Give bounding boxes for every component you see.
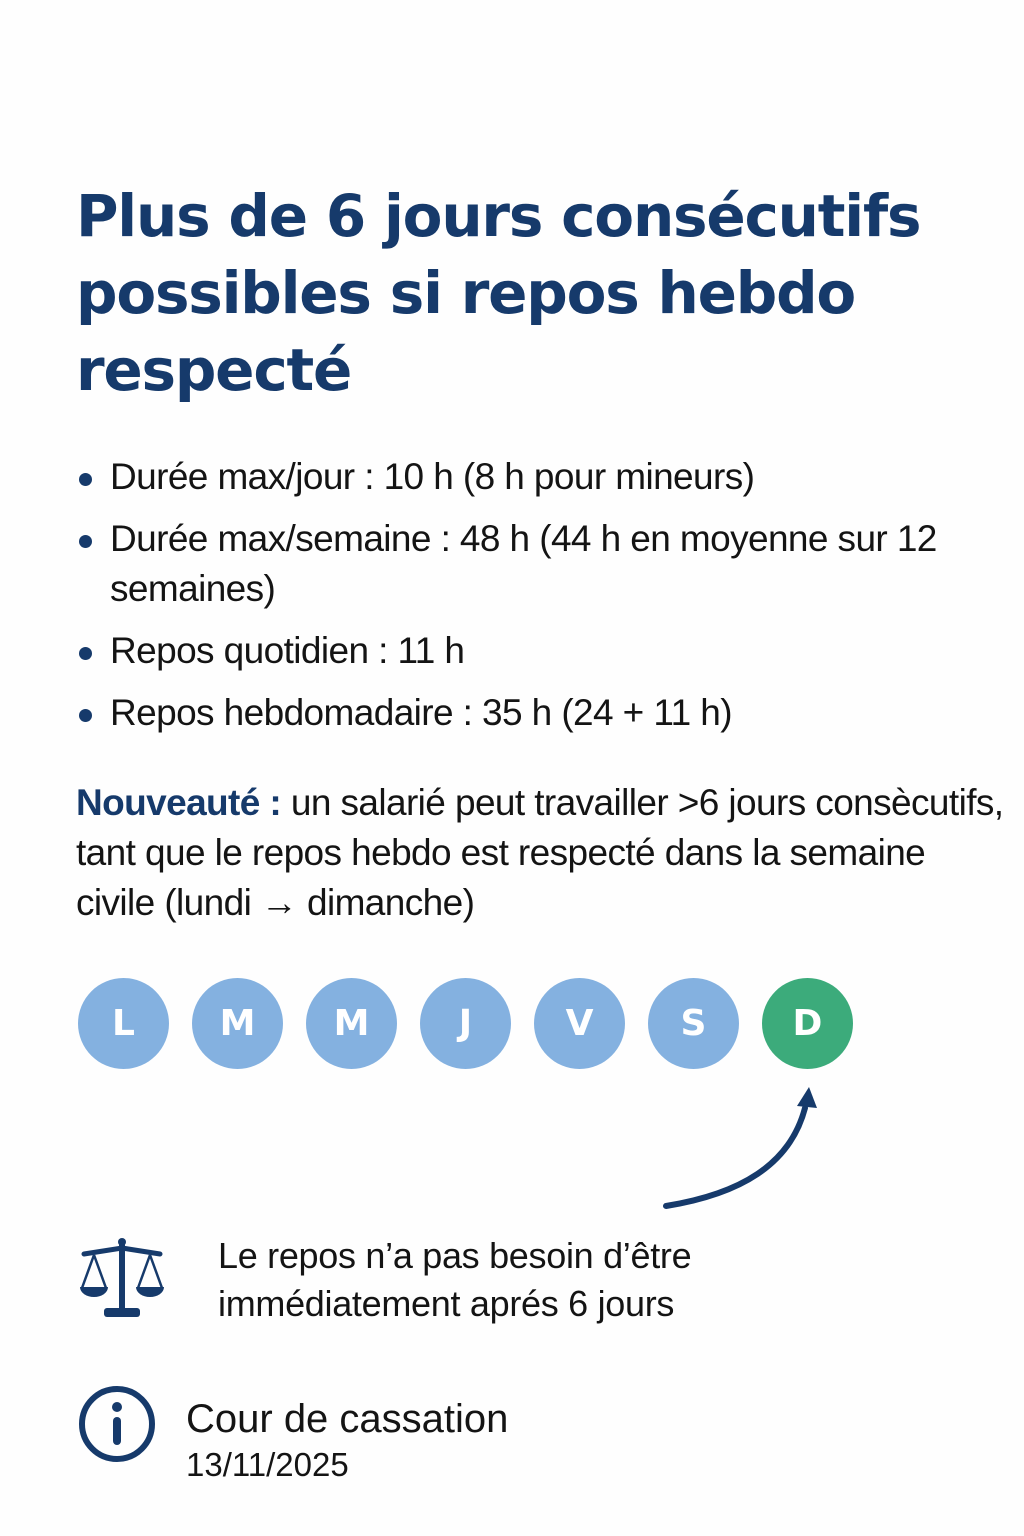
rule-text: Durée max/jour : 10 h (8 h pour mineurs) <box>110 456 755 497</box>
news-paragraph <box>76 778 1006 928</box>
info-icon <box>78 1385 156 1463</box>
rules-list <box>76 452 976 750</box>
curved-arrow-icon <box>640 1070 840 1220</box>
source-citation <box>186 1394 508 1486</box>
rule-item <box>76 688 976 738</box>
page-title: Plus de 6 jours consécutifs possibles si repos hebdo respecté <box>76 182 921 404</box>
rule-text: Repos hebdomadaire : 35 h (24 + 11 h) <box>110 692 732 733</box>
rule-item <box>76 452 976 502</box>
day-tuesday: M <box>192 978 283 1069</box>
news-text: un salarié peut travailler >6 jours consècutifs, tant que le repos hebdo est respecté dans la semaine civile (lundi → dimanche) <box>76 782 1004 923</box>
bullet-icon <box>79 473 92 486</box>
day-sunday-rest: D <box>762 978 853 1069</box>
scale-icon <box>78 1236 166 1322</box>
day-saturday: S <box>648 978 739 1069</box>
day-thursday: J <box>420 978 511 1069</box>
bullet-icon <box>79 709 92 722</box>
rule-item <box>76 514 976 614</box>
court-name: Cour de cassation <box>186 1397 509 1441</box>
day-friday: V <box>534 978 625 1069</box>
day-wednesday: M <box>306 978 397 1069</box>
day-monday: L <box>78 978 169 1069</box>
rule-text: Repos quotidien : 11 h <box>110 630 465 671</box>
rest-note: Le repos n’a pas besoin d’être immédiatement aprés 6 jours <box>218 1235 692 1324</box>
week-days <box>78 978 853 1069</box>
bullet-icon <box>79 535 92 548</box>
rule-text: Durée max/semaine : 48 h (44 h en moyenne sur 12 semaines) <box>110 518 937 609</box>
news-lead: Nouveauté : <box>76 782 282 823</box>
rule-item <box>76 626 976 676</box>
bullet-icon <box>79 647 92 660</box>
decision-date: 13/11/2025 <box>186 1446 349 1483</box>
